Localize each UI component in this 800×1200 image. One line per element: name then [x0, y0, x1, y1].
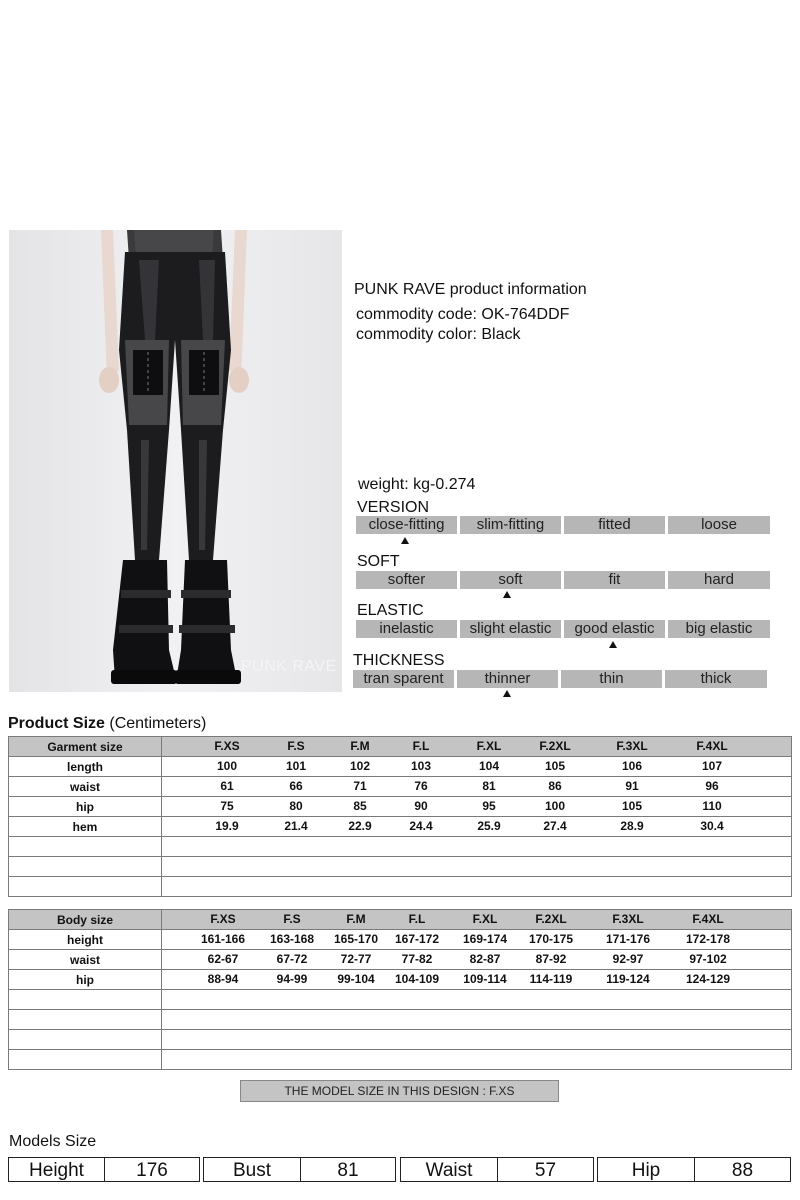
body-size-head: F.2XL	[535, 912, 567, 926]
elastic-option-1: inelastic	[356, 620, 457, 638]
cell-value: 110	[702, 799, 722, 813]
cell-value: 101	[285, 759, 307, 773]
cell-value: 90	[414, 799, 428, 813]
cell-value: 102	[349, 759, 371, 773]
cell-value: 107	[701, 759, 723, 773]
cell-value: 72-77	[340, 952, 372, 966]
body-header-row	[9, 910, 792, 930]
thickness-option-2: thinner	[457, 670, 558, 688]
cell-value: 114-119	[529, 972, 573, 986]
cell-value: 105	[544, 759, 566, 773]
thickness-option-1: tran sparent	[353, 670, 454, 688]
cell-value: 77-82	[401, 952, 433, 966]
garment-header-label: Garment size	[9, 737, 162, 757]
cell-value: 95	[482, 799, 496, 813]
model-hip-label: Hip	[597, 1157, 695, 1182]
cell-value: 97-102	[689, 952, 727, 966]
product-size-heading: Product Size	[8, 715, 105, 732]
cell-value: 28.9	[620, 819, 644, 833]
model-waist-value: 57	[497, 1157, 594, 1182]
cell-value: 169-174	[462, 932, 508, 946]
cell-value: 161-166	[200, 932, 246, 946]
elastic-title: ELASTIC	[357, 602, 424, 619]
model-size-note: THE MODEL SIZE IN THIS DESIGN : F.XS	[240, 1080, 559, 1102]
model-height-value: 176	[104, 1157, 200, 1182]
soft-option-3: fit	[564, 571, 665, 589]
soft-selected-marker	[503, 591, 511, 598]
cell-value: 22.9	[348, 819, 372, 833]
garment-size-head: F.L	[412, 739, 430, 753]
cell-value: 100	[544, 799, 566, 813]
body-header-label: Body size	[9, 910, 162, 930]
row-label: hip	[9, 797, 162, 817]
elastic-option-3: good elastic	[564, 620, 665, 638]
version-option-4: loose	[668, 516, 770, 534]
elastic-option-2: slight elastic	[460, 620, 561, 638]
cell-value: 62-67	[207, 952, 239, 966]
brand-line: PUNK RAVE product information	[354, 281, 587, 298]
model-bust-label: Bust	[203, 1157, 301, 1182]
table-row	[9, 757, 792, 777]
cell-value: 24.4	[409, 819, 433, 833]
garment-size-head: F.4XL	[696, 739, 728, 753]
cell-value: 96	[705, 779, 719, 793]
cell-value: 81	[482, 779, 496, 793]
cell-value: 80	[289, 799, 303, 813]
empty-row	[9, 990, 792, 1010]
row-label: hip	[9, 970, 162, 990]
table-row	[9, 777, 792, 797]
cell-value: 167-172	[394, 932, 440, 946]
product-size-title	[8, 715, 206, 733]
cell-value: 172-178	[685, 932, 731, 946]
version-option-1: close-fitting	[356, 516, 457, 534]
body-size-head: F.L	[408, 912, 426, 926]
cell-value: 104	[478, 759, 500, 773]
cell-value: 19.9	[215, 819, 239, 833]
cell-value: 109-114	[463, 972, 507, 986]
table-row	[9, 930, 792, 950]
cell-value: 67-72	[276, 952, 308, 966]
empty-row	[9, 877, 792, 897]
thickness-selected-marker	[503, 690, 511, 697]
version-selected-marker	[401, 537, 409, 544]
cell-value: 91	[625, 779, 639, 793]
cell-value: 100	[216, 759, 238, 773]
body-size-head: F.S	[283, 912, 301, 926]
garment-size-head: F.S	[287, 739, 305, 753]
row-label: height	[9, 930, 162, 950]
cell-value: 27.4	[543, 819, 567, 833]
body-size-head: F.M	[346, 912, 366, 926]
garment-size-head: F.3XL	[616, 739, 648, 753]
cell-value: 75	[220, 799, 234, 813]
cell-value: 85	[353, 799, 367, 813]
cell-value: 82-87	[469, 952, 501, 966]
model-hip-value: 88	[694, 1157, 791, 1182]
cell-value: 87-92	[535, 952, 567, 966]
elastic-selected-marker	[609, 641, 617, 648]
garment-header-row	[9, 737, 792, 757]
empty-row	[9, 1010, 792, 1030]
models-size-title: Models Size	[9, 1133, 97, 1150]
cell-value: 99-104	[337, 972, 375, 986]
row-label: waist	[9, 777, 162, 797]
body-size-table	[8, 909, 792, 1070]
table-row	[9, 970, 792, 990]
thickness-title: THICKNESS	[353, 652, 445, 669]
product-photo	[9, 230, 342, 692]
thickness-option-4: thick	[665, 670, 767, 688]
garment-size-head: F.2XL	[539, 739, 571, 753]
cell-value: 170-175	[528, 932, 574, 946]
garment-size-head: F.M	[350, 739, 370, 753]
model-height-label: Height	[8, 1157, 105, 1182]
cell-value: 103	[410, 759, 432, 773]
soft-title: SOFT	[357, 553, 400, 570]
empty-row	[9, 1030, 792, 1050]
cell-value: 105	[621, 799, 643, 813]
cell-value: 106	[621, 759, 643, 773]
weight-line: weight: kg-0.274	[358, 476, 476, 493]
table-row	[9, 950, 792, 970]
garment-size-table	[8, 736, 792, 897]
empty-row	[9, 1050, 792, 1070]
cell-value: 61	[220, 779, 234, 793]
body-size-head: F.XL	[472, 912, 498, 926]
body-size-head: F.4XL	[692, 912, 724, 926]
cell-value: 104-109	[394, 972, 440, 986]
version-title: VERSION	[357, 499, 430, 516]
cell-value: 124-129	[685, 972, 731, 986]
cell-value: 94-99	[276, 972, 308, 986]
cell-value: 76	[414, 779, 428, 793]
row-label: hem	[9, 817, 162, 837]
cell-value: 163-168	[269, 932, 315, 946]
thickness-option-3: thin	[561, 670, 662, 688]
commodity-color: commodity color: Black	[356, 326, 521, 343]
commodity-code: commodity code: OK-764DDF	[356, 306, 570, 323]
model-waist-label: Waist	[400, 1157, 498, 1182]
cell-value: 86	[548, 779, 562, 793]
soft-option-2: soft	[460, 571, 561, 589]
garment-size-head: F.XS	[214, 739, 240, 753]
soft-option-4: hard	[668, 571, 770, 589]
body-size-head: F.XS	[210, 912, 236, 926]
cell-value: 119-124	[606, 972, 650, 986]
body-size-head: F.3XL	[612, 912, 644, 926]
version-option-3: fitted	[564, 516, 665, 534]
cell-value: 88-94	[207, 972, 239, 986]
table-row	[9, 797, 792, 817]
garment-size-head: F.XL	[476, 739, 502, 753]
cell-value: 165-170	[333, 932, 379, 946]
row-label: length	[9, 757, 162, 777]
cell-value: 25.9	[477, 819, 501, 833]
model-legs-photo	[9, 230, 342, 692]
table-row	[9, 817, 792, 837]
photo-watermark: PUNK RAVE	[241, 658, 337, 675]
soft-option-1: softer	[356, 571, 457, 589]
empty-row	[9, 857, 792, 877]
cell-value: 21.4	[284, 819, 308, 833]
cell-value: 171-176	[605, 932, 651, 946]
product-size-unit: (Centimeters)	[109, 715, 207, 732]
cell-value: 71	[353, 779, 367, 793]
empty-row	[9, 837, 792, 857]
row-label: waist	[9, 950, 162, 970]
model-bust-value: 81	[300, 1157, 396, 1182]
elastic-option-4: big elastic	[668, 620, 770, 638]
cell-value: 66	[289, 779, 303, 793]
version-option-2: slim-fitting	[460, 516, 561, 534]
cell-value: 92-97	[612, 952, 644, 966]
cell-value: 30.4	[700, 819, 724, 833]
